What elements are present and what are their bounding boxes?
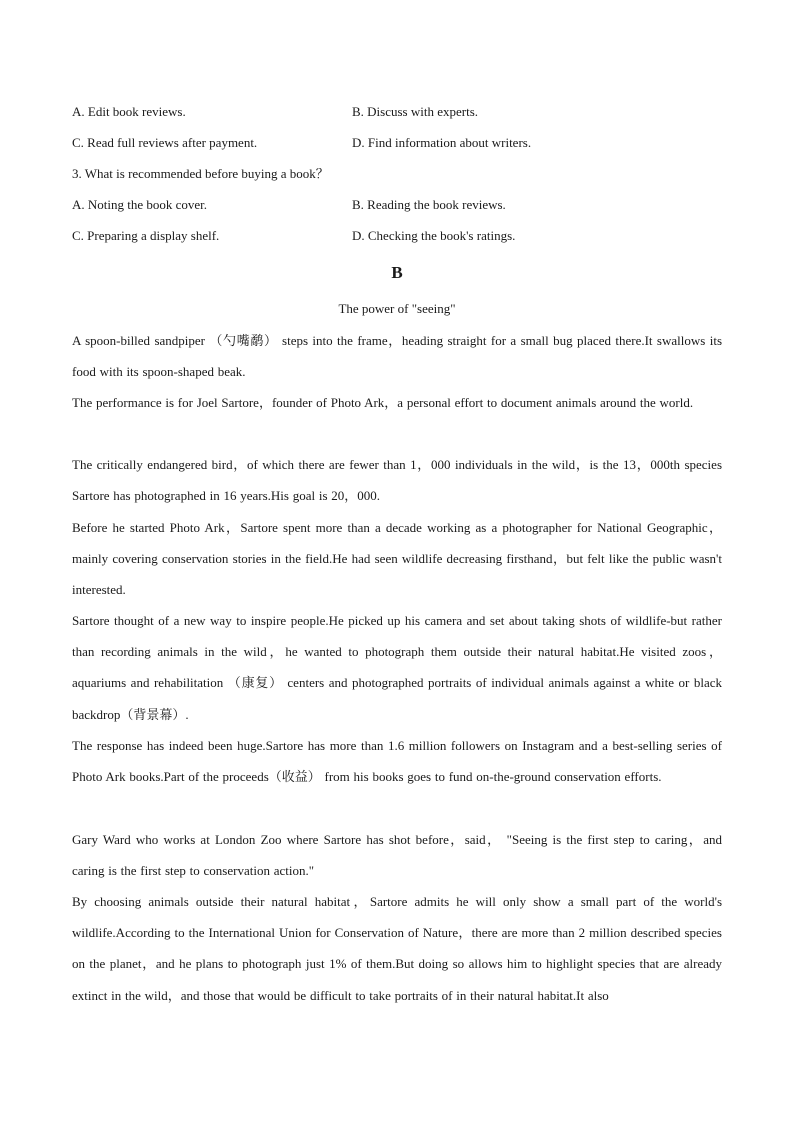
- passage-paragraph-2: The performance is for Joel Sartore，founder of Photo Ark，a personal effort to document animals around the world.: [72, 395, 694, 410]
- passage-paragraph-1: A spoon-billed sandpiper （勺嘴鹬） steps into the frame，heading straight for a small bug placed there.It swallows its food with its spoon-shaped beak.: [72, 333, 722, 380]
- q3-stem: 3. What is recommended before buying a book？: [72, 166, 329, 181]
- q2-option-d: D. Find information about writers.: [352, 135, 532, 150]
- q3-option-d: D. Checking the book's ratings.: [352, 228, 516, 243]
- q2-option-b: B. Discuss with experts.: [352, 104, 479, 119]
- q2-option-c: C. Read full reviews after payment.: [72, 135, 258, 150]
- passage-paragraph-8: By choosing animals outside their natural habitat，Sartore admits he will only show a small part of the world's wildlife.According to the International Union for Conservation of Nature，there are more than 2 million described species on the planet，and he plans to photograph just 1% of them.But doing so allows him to highlight species that are already extinct in the wild，and those that would be difficult to take portraits of in their natural habitat.It also: [72, 894, 722, 1003]
- q2-option-a: A. Edit book reviews.: [72, 104, 186, 119]
- q3-option-c: C. Preparing a display shelf.: [72, 228, 220, 243]
- section-letter: B: [391, 263, 403, 282]
- passage-paragraph-3: The critically endangered bird，of which there are fewer than 1，000 individuals in the wild，is the 13，000th species Sartore has photographed in 16 years.His goal is 20，000.: [72, 457, 722, 504]
- passage-title: The power of "seeing": [338, 301, 456, 316]
- passage-paragraph-6: The response has indeed been huge.Sartore has more than 1.6 million followers on Instagram and a best-selling series of Photo Ark books.Part of the proceeds（收益） from his books goes to fund on-the-ground conservation efforts.: [72, 738, 722, 785]
- passage-paragraph-5: Sartore thought of a new way to inspire people.He picked up his camera and set about taking shots of wildlife-but rather than recording animals in the wild，he wanted to photograph them outside their natural habitat.He visited zoos，aquariums and rehabilitation （康复） centers and photographed portraits of individual animals against a white or black backdrop（背景幕）.: [72, 613, 722, 722]
- passage-paragraph-7: Gary Ward who works at London Zoo where Sartore has shot before，said， "Seeing is the first step to caring，and caring is the first step to conservation action.": [72, 832, 722, 879]
- q3-option-b: B. Reading the book reviews.: [352, 197, 506, 212]
- q3-option-a: A. Noting the book cover.: [72, 197, 208, 212]
- passage-paragraph-4: Before he started Photo Ark，Sartore spent more than a decade working as a photographer for National Geographic，mainly covering conservation stories in the field.He had seen wildlife decreasing firsthand，but felt like the public wasn't interested.: [72, 520, 722, 598]
